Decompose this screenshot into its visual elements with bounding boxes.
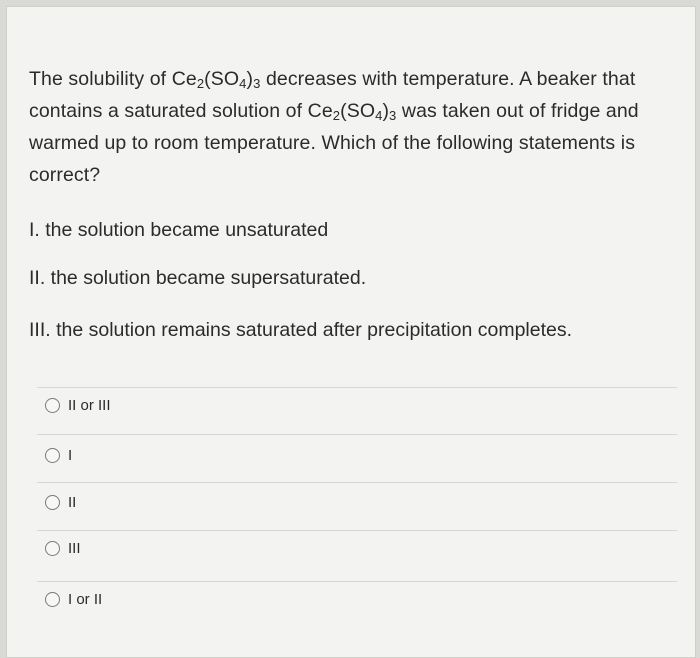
- radio-button[interactable]: [45, 398, 60, 413]
- answer-option-label: II or III: [68, 397, 111, 414]
- divider: [37, 387, 677, 388]
- question-fragment: (SO: [340, 100, 376, 122]
- radio-button[interactable]: [45, 495, 60, 510]
- answer-option-label: II: [68, 494, 77, 511]
- answer-option-label: I or II: [68, 591, 103, 608]
- question-fragment: was taken out of fridge and warmed up to room temperature. Which of the following statements is correct?: [29, 100, 639, 186]
- radio-button[interactable]: [45, 592, 60, 607]
- subscript: 4: [375, 108, 383, 123]
- statement-3: III. the solution remains saturated after precipitation completes.: [29, 319, 573, 341]
- question-fragment: ): [382, 100, 390, 122]
- statement-1: I. the solution became unsaturated: [29, 219, 329, 241]
- divider: [37, 581, 677, 582]
- subscript: 3: [253, 76, 261, 91]
- radio-button[interactable]: [45, 541, 60, 556]
- question-fragment: The solubility of Ce: [29, 68, 197, 90]
- answer-option-label: I: [68, 447, 73, 464]
- radio-button[interactable]: [45, 448, 60, 463]
- subscript: 3: [389, 108, 397, 123]
- divider: [37, 530, 677, 531]
- divider: [37, 482, 677, 483]
- statement-2: II. the solution became supersaturated.: [29, 267, 367, 289]
- question-fragment: (SO: [204, 68, 240, 90]
- subscript: 2: [196, 76, 205, 91]
- subscript: 2: [332, 108, 341, 123]
- answer-option-2[interactable]: [45, 447, 72, 464]
- answer-option-label: III: [68, 540, 81, 557]
- divider: [37, 434, 677, 435]
- question-fragment: ): [246, 68, 254, 90]
- question-text: [29, 63, 689, 191]
- answer-option-4[interactable]: [45, 540, 81, 557]
- question-card: [6, 6, 696, 658]
- subscript: 4: [239, 76, 247, 91]
- answer-option-1[interactable]: [45, 397, 111, 414]
- answer-option-3[interactable]: [45, 494, 76, 511]
- answer-option-5[interactable]: [45, 591, 102, 608]
- question-fragment: decreases with temperature. A beaker that contains a saturated solution of Ce: [29, 68, 636, 122]
